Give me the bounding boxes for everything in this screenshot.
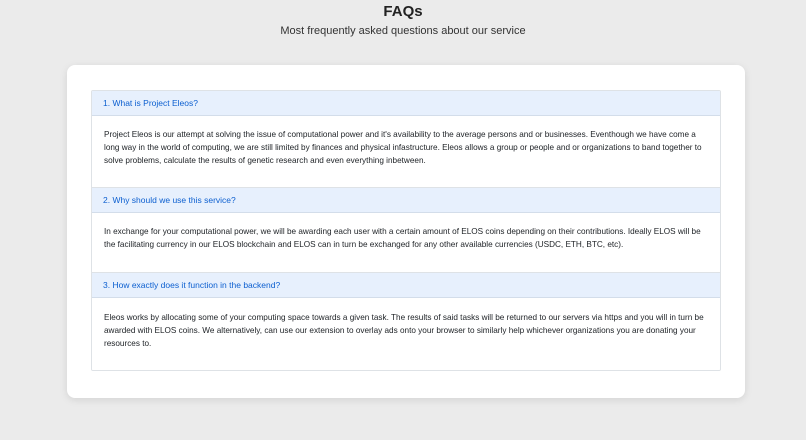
faq-question-3-button[interactable]: 3. How exactly does it function in the backend? bbox=[92, 273, 720, 298]
faq-item-2 bbox=[92, 188, 720, 273]
faq-answer-2-text: In exchange for your computational power, we will be awarding each user with a certain amount of ELOS coins depending on their contributions. Ideally ELOS will be the facilitating currency in our ELOS blockchain and ELOS can in turn be exchanged for any other available currencies (USDC, ETH, BTC, etc). bbox=[104, 227, 701, 249]
page-subtitle: Most frequently asked questions about our service bbox=[280, 25, 526, 37]
faq-accordion bbox=[91, 90, 721, 371]
faq-question-1-button[interactable]: 1. What is Project Eleos? bbox=[92, 91, 720, 116]
faq-answer-3 bbox=[92, 298, 720, 370]
page-title: FAQs bbox=[383, 3, 423, 20]
faq-answer-3-text: Eleos works by allocating some of your computing space towards a given task. The results of said tasks will be returned to our servers via https and you will in turn be awarded with ELOS coins. We alternatively, can use our extension to overlay ads onto your browser to similarly help whichever organizations you are donating your resources to. bbox=[104, 313, 704, 348]
faq-question-2-button[interactable]: 2. Why should we use this service? bbox=[92, 188, 720, 213]
faq-answer-2 bbox=[92, 213, 720, 273]
faq-item-1 bbox=[92, 91, 720, 188]
faq-item-3 bbox=[92, 273, 720, 370]
faq-answer-1 bbox=[92, 116, 720, 188]
faq-answer-1-text: Project Eleos is our attempt at solving the issue of computational power and it's availability to the average persons and or businesses. Eventhough we have come a long way in the world of computing, we are still limited by finances and physical infastructure. Eleos allows a group or people and or organizations to band together to solve problems, calculate the results of genetic research and even everything inbetween. bbox=[104, 130, 702, 165]
faq-card bbox=[67, 65, 745, 398]
